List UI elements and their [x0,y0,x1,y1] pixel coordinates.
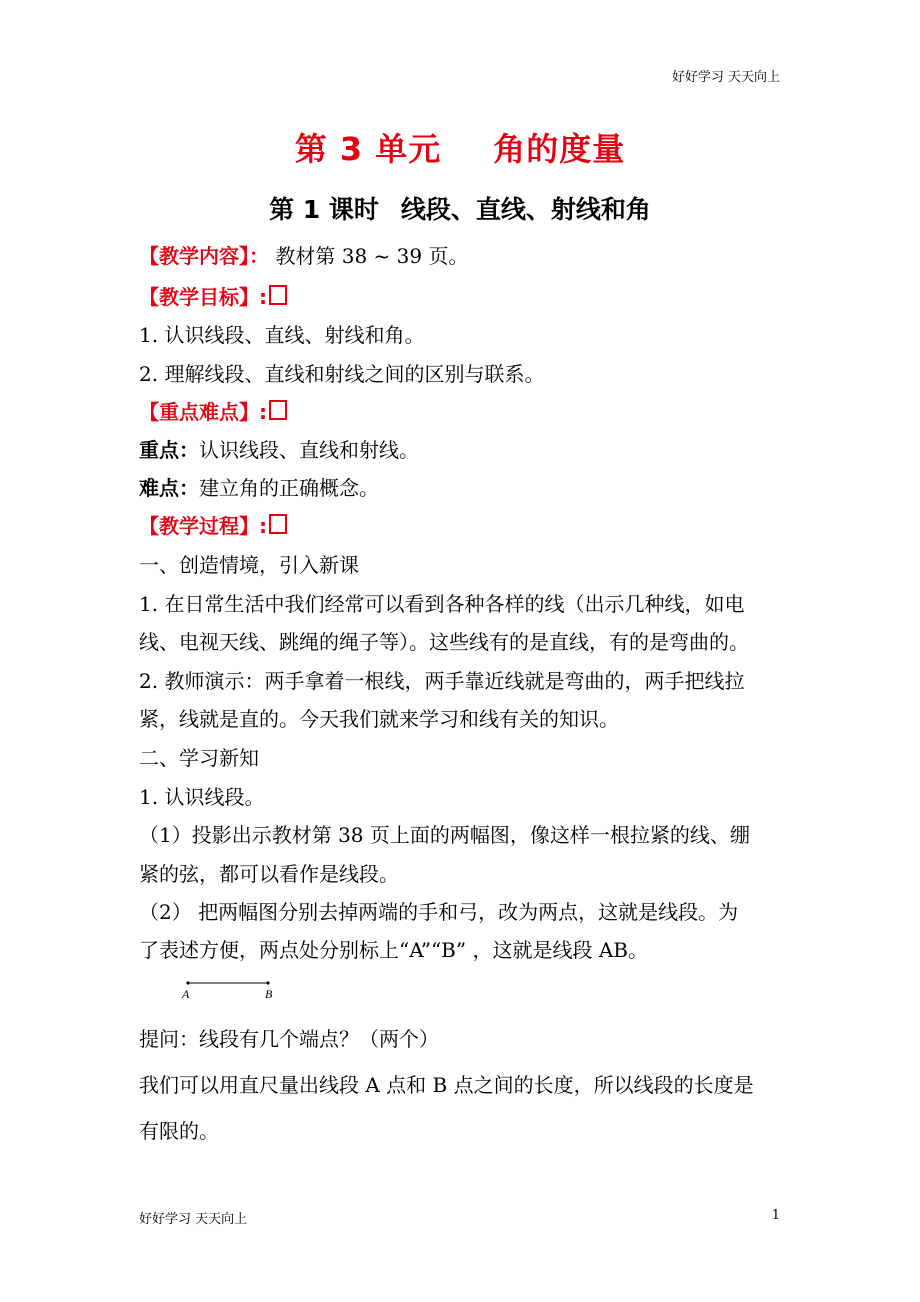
step2-paragraph2-line2: 了表述方便，两点处分别标上“A”“B” ，这就是线段 AB。 [139,938,648,962]
difficult-label: 难点： [139,476,199,500]
lesson-title [0,190,920,226]
goals-heading [139,284,287,310]
process-heading [139,513,287,539]
step2-title: 二、学习新知 [139,746,259,770]
checkbox-icon [269,400,287,420]
content-label: 【教学内容】： [139,244,269,268]
step1-title: 一、创造情境，引入新课 [139,553,359,577]
checkbox-icon [269,285,287,305]
step2-paragraph1-line1: （1）投影出示教材第 38 页上面的两幅图，像这样一根拉紧的线、绷 [139,823,750,847]
question-line: 提问：线段有几个端点？（两个） [139,1027,439,1051]
key-label: 重点： [139,438,199,462]
unit-title [0,124,920,170]
step2-paragraph1-line2: 紧的弦，都可以看作是线段。 [139,862,399,886]
lesson-name: 线段、直线、射线和角 [400,195,651,224]
label-a: A [182,987,190,1001]
unit-number: 第 3 单元 [294,130,442,168]
label-b: B [265,987,273,1001]
step1-paragraph2-line1: 2. 教师演示：两手拿着一根线，两手靠近线就是弯曲的，两手把线拉 [139,669,745,693]
point-b [266,981,269,984]
goals-label: 【教学目标】: [139,285,267,309]
line-segment-diagram [180,978,290,1004]
page-number: 1 [771,1208,780,1223]
difficult-point [139,475,379,501]
final-line2: 有限的。 [139,1119,219,1143]
difficult-text: 建立角的正确概念。 [199,476,379,500]
step1-paragraph2-line2: 紧，线就是直的。今天我们就来学习和线有关的知识。 [139,707,619,731]
step2-subheading: 1. 认识线段。 [139,785,265,809]
unit-name: 角的度量 [493,130,626,168]
final-line1: 我们可以用直尺量出线段 A 点和 B 点之间的长度，所以线段的长度是 [139,1073,754,1097]
page-footer: 好好学习 天天向上 [139,1212,248,1227]
process-label: 【教学过程】: [139,514,267,538]
step2-paragraph2-line1: （2） 把两幅图分别去掉两端的手和弓，改为两点，这就是线段。为 [139,900,739,924]
keypoints-heading [139,399,287,425]
key-text: 认识线段、直线和射线。 [199,438,419,462]
page-header: 好好学习 天天向上 [671,70,780,85]
checkbox-icon [269,514,287,534]
goal-1: 1. 认识线段、直线、射线和角。 [139,323,425,347]
keypoints-label: 【重点难点】: [139,400,267,424]
lesson-number: 第 1 课时 [269,195,379,224]
step1-paragraph1-line1: 1. 在日常生活中我们经常可以看到各种各样的线（出示几种线，如电 [139,592,745,616]
goal-2: 2. 理解线段、直线和射线之间的区别与联系。 [139,362,545,386]
step1-paragraph1-line2: 线、电视天线、跳绳的绳子等）。这些线有的是直线，有的是弯曲的。 [139,630,749,654]
point-a [186,981,189,984]
key-point [139,437,419,463]
content-line [139,243,468,269]
content-text: 教材第 38 ~ 39 页。 [269,244,469,268]
